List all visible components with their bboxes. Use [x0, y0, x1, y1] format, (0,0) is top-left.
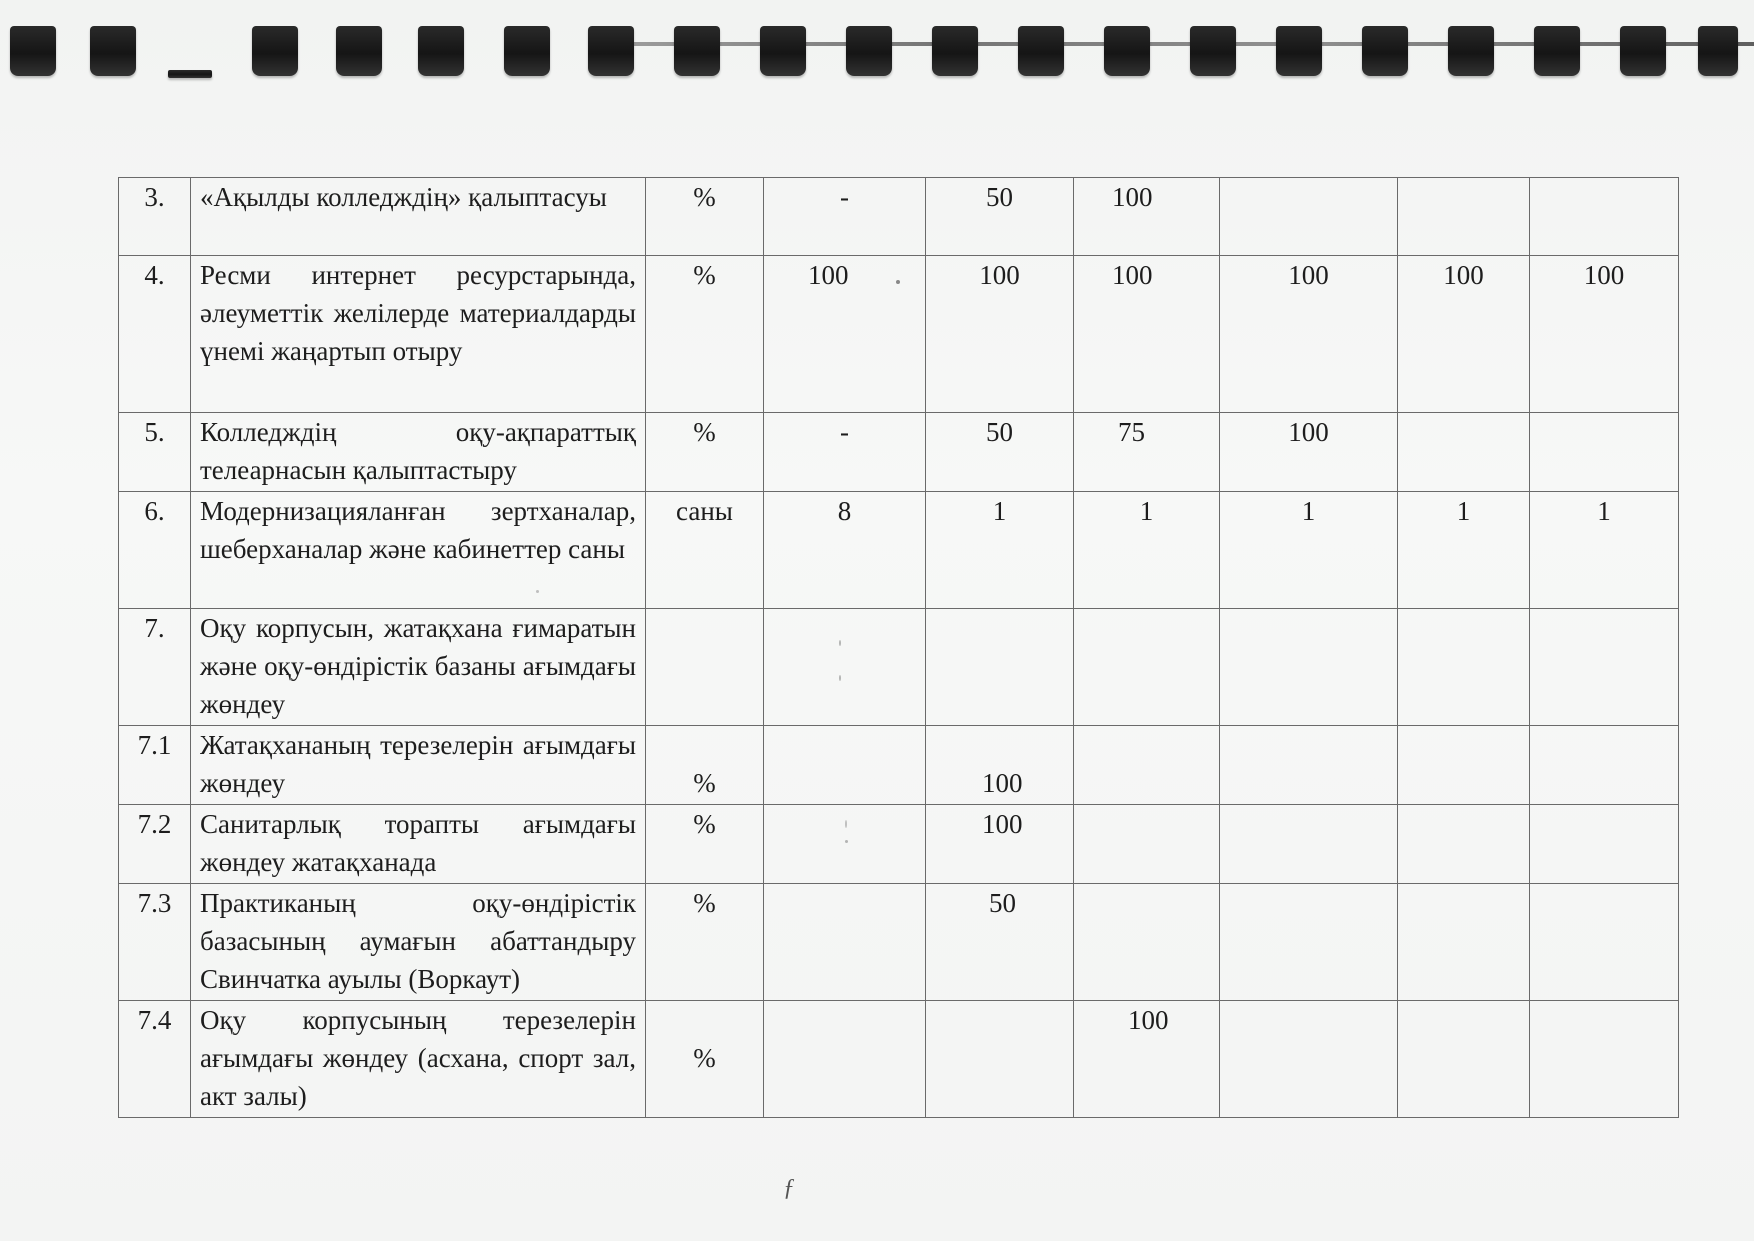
value-cell: 100 — [1530, 256, 1679, 413]
value-cell — [764, 1001, 926, 1118]
value-cell: 1 — [1220, 492, 1398, 609]
value-cell — [926, 1001, 1074, 1118]
indicator-name: Оқу корпусының терезелерін ағымдағы жөндеу (асхана, спорт зал, акт залы) — [191, 1001, 646, 1118]
value-cell: 100 — [1398, 256, 1530, 413]
row-number: 7.2 — [119, 805, 191, 884]
page-mark: ƒ — [783, 1175, 795, 1201]
scan-speck — [839, 640, 841, 646]
binding-ring — [1190, 26, 1236, 76]
scan-speck — [536, 590, 539, 593]
table-row — [119, 726, 1679, 805]
unit-cell: % — [646, 726, 764, 805]
value-cell — [764, 805, 926, 884]
scan-speck — [845, 840, 848, 843]
binding-ring — [846, 26, 892, 76]
row-number: 6. — [119, 492, 191, 609]
indicator-name: Жатақхананың терезелерін ағымдағы жөндеу — [191, 726, 646, 805]
value-cell — [1074, 609, 1220, 726]
binding-ring — [1104, 26, 1150, 76]
binding-ring — [1276, 26, 1322, 76]
binding-ring — [168, 70, 212, 78]
value-cell — [764, 609, 926, 726]
row-number: 4. — [119, 256, 191, 413]
value-cell: 50 — [926, 413, 1074, 492]
table-row — [119, 256, 1679, 413]
unit-cell: саны — [646, 492, 764, 609]
binding-ring — [252, 26, 298, 76]
value-cell — [1220, 726, 1398, 805]
value-cell: 1 — [1530, 492, 1679, 609]
value-cell — [1220, 884, 1398, 1001]
value-cell: - — [764, 178, 926, 256]
value-cell: 100 — [1220, 256, 1398, 413]
value-cell — [1530, 178, 1679, 256]
indicator-name: «Ақылды колледждің» қалыптасуы — [191, 178, 646, 256]
value-cell: 50 — [926, 178, 1074, 256]
value-cell: - — [764, 413, 926, 492]
value-cell — [926, 609, 1074, 726]
row-number: 7.3 — [119, 884, 191, 1001]
binding-ring — [1698, 26, 1738, 76]
value-cell: 100 — [926, 805, 1074, 884]
binding-ring — [588, 26, 634, 76]
value-cell — [1398, 413, 1530, 492]
spiral-binding — [0, 20, 1754, 90]
row-number: 7. — [119, 609, 191, 726]
binding-ring — [336, 26, 382, 76]
value-cell — [1398, 726, 1530, 805]
value-cell — [1398, 884, 1530, 1001]
binding-ring — [1448, 26, 1494, 76]
row-number: 3. — [119, 178, 191, 256]
unit-cell: % — [646, 413, 764, 492]
value-cell — [1530, 413, 1679, 492]
unit-cell: % — [646, 805, 764, 884]
binding-ring — [932, 26, 978, 76]
binding-ring — [760, 26, 806, 76]
value-cell: 100 — [926, 726, 1074, 805]
value-cell — [1074, 805, 1220, 884]
value-cell — [1398, 1001, 1530, 1118]
table-row — [119, 413, 1679, 492]
value-cell — [1530, 1001, 1679, 1118]
unit-cell — [646, 609, 764, 726]
unit-cell: % — [646, 884, 764, 1001]
scan-speck — [845, 820, 847, 828]
indicator-name: Оқу корпусын, жатақхана ғимаратын және оқу-өндірістік базаны ағымдағы жөндеу — [191, 609, 646, 726]
value-cell: 1 — [1074, 492, 1220, 609]
unit-cell: % — [646, 178, 764, 256]
indicator-name: Ресми интернет ресурстарында, әлеуметтік желілерде материалдарды үнемі жаңартып отыру — [191, 256, 646, 413]
scan-speck — [839, 675, 841, 681]
binding-ring — [418, 26, 464, 76]
value-cell — [1074, 726, 1220, 805]
value-cell: 1 — [926, 492, 1074, 609]
value-cell — [1398, 805, 1530, 884]
value-cell: 100 — [1074, 256, 1220, 413]
row-number: 7.1 — [119, 726, 191, 805]
value-cell — [1220, 1001, 1398, 1118]
table-row — [119, 492, 1679, 609]
value-cell — [764, 884, 926, 1001]
binding-ring — [1620, 26, 1666, 76]
value-cell: 100 — [1074, 178, 1220, 256]
table-row — [119, 1001, 1679, 1118]
value-cell — [1398, 609, 1530, 726]
binding-ring — [1534, 26, 1580, 76]
table-row — [119, 609, 1679, 726]
value-cell: 100 — [1220, 413, 1398, 492]
indicator-name: Модернизацияланған зертханалар, шеберханалар және кабинеттер саны — [191, 492, 646, 609]
value-cell — [1530, 805, 1679, 884]
row-number: 5. — [119, 413, 191, 492]
scan-speck — [896, 280, 900, 284]
table-row — [119, 805, 1679, 884]
value-cell — [1398, 178, 1530, 256]
value-cell — [1220, 609, 1398, 726]
value-cell: 75 — [1074, 413, 1220, 492]
value-cell: 50 — [926, 884, 1074, 1001]
value-cell — [764, 726, 926, 805]
binding-ring — [674, 26, 720, 76]
indicator-name: Санитарлық торапты ағымдағы жөндеу жатақханада — [191, 805, 646, 884]
value-cell: 100 — [926, 256, 1074, 413]
binding-ring — [10, 26, 56, 76]
table-row — [119, 884, 1679, 1001]
binding-ring — [1362, 26, 1408, 76]
value-cell — [1220, 178, 1398, 256]
value-cell — [1220, 805, 1398, 884]
indicator-name: Колледждің оқу-ақпараттық телеарнасын қалыптастыру — [191, 413, 646, 492]
value-cell: 1 — [1398, 492, 1530, 609]
value-cell: 8 — [764, 492, 926, 609]
binding-ring — [504, 26, 550, 76]
row-number: 7.4 — [119, 1001, 191, 1118]
indicator-name: Практиканың оқу-өндірістік базасының аумағын абаттандыру Свинчатка ауылы (Воркаут) — [191, 884, 646, 1001]
value-cell — [1530, 884, 1679, 1001]
plan-table — [118, 177, 1679, 1118]
value-cell — [1530, 726, 1679, 805]
table-row — [119, 178, 1679, 256]
value-cell — [1530, 609, 1679, 726]
unit-cell: % — [646, 256, 764, 413]
value-cell: 100 — [764, 256, 926, 413]
binding-ring — [90, 26, 136, 76]
value-cell — [1074, 884, 1220, 1001]
binding-ring — [1018, 26, 1064, 76]
value-cell: 100 — [1074, 1001, 1220, 1118]
unit-cell: % — [646, 1001, 764, 1118]
